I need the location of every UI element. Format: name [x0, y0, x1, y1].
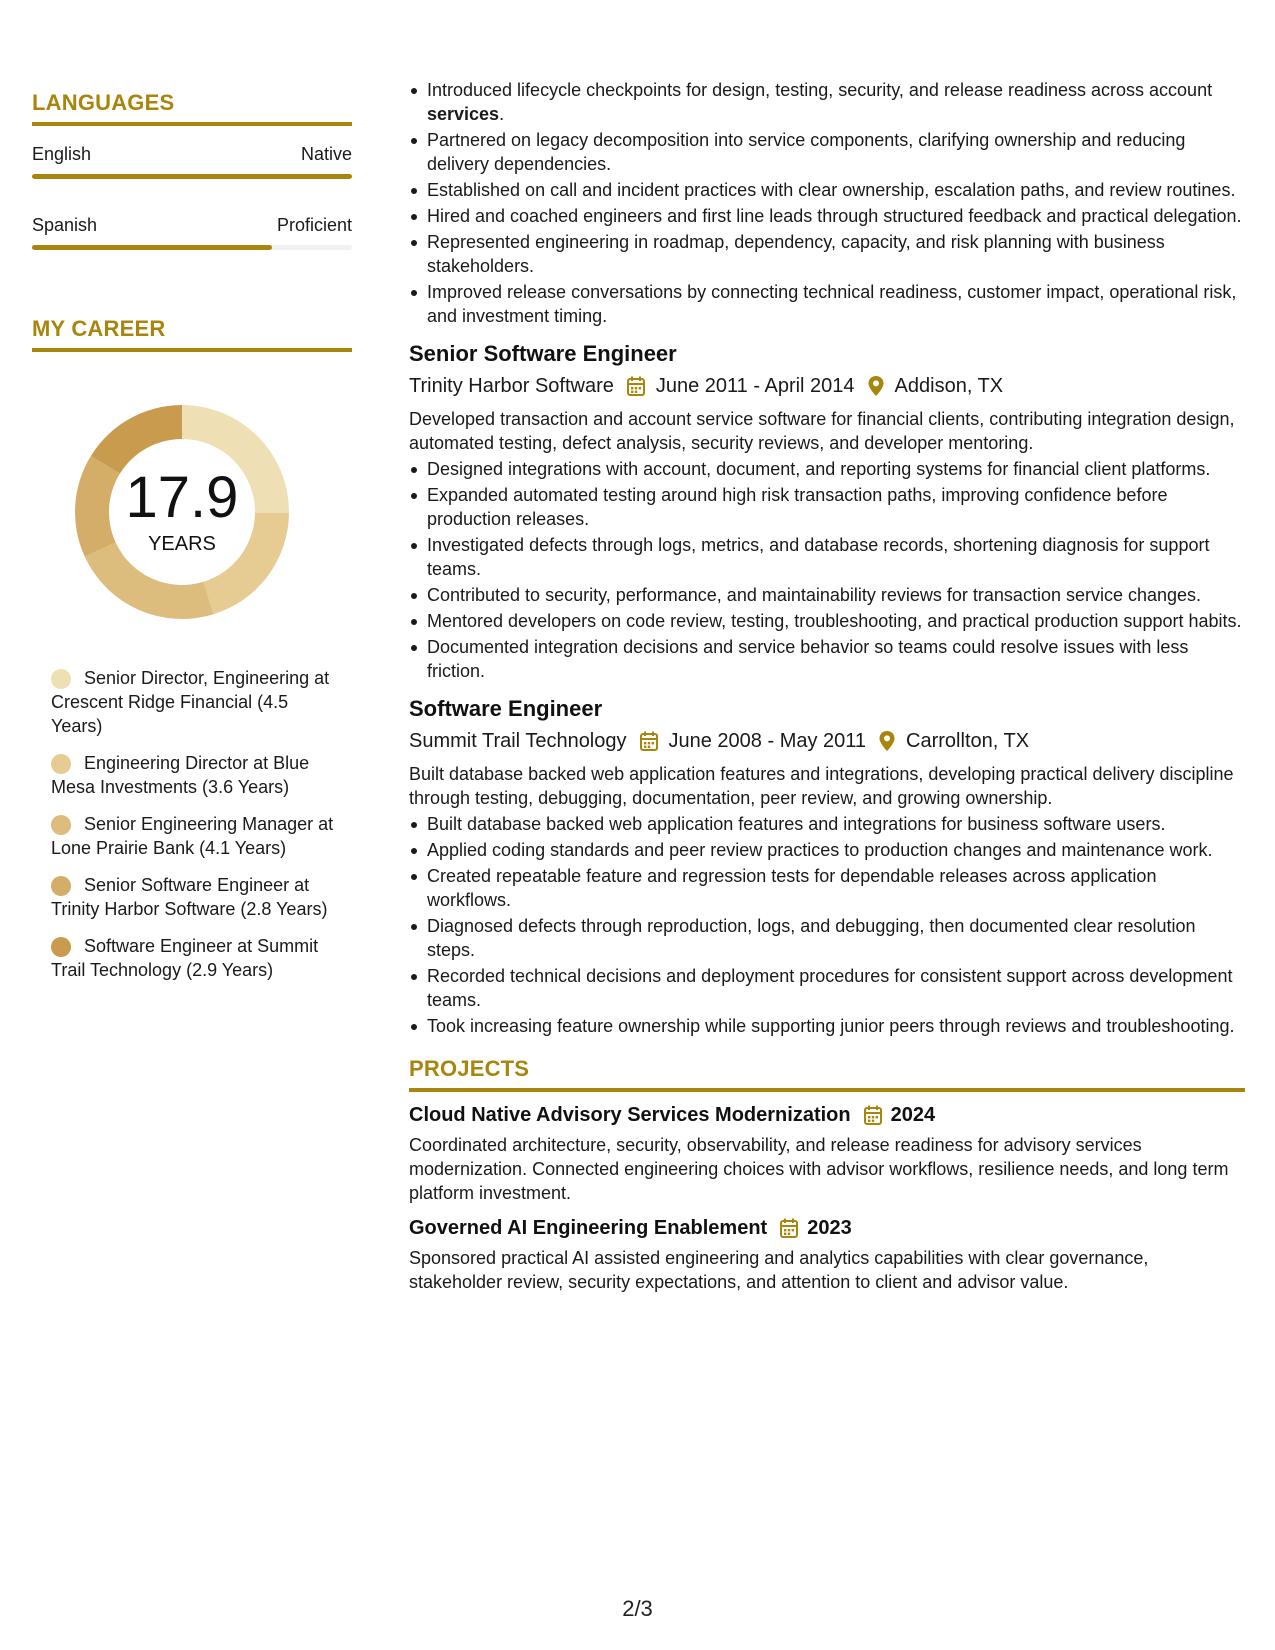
job-meta	[409, 727, 1245, 755]
calendar-icon	[626, 375, 646, 397]
job-location: Addison, TX	[894, 375, 1004, 397]
bullet-text: .	[499, 104, 505, 124]
languages-heading: LANGUAGES	[32, 90, 352, 126]
career-legend-item	[51, 751, 341, 799]
list-item	[409, 78, 1245, 126]
language-level: Native	[300, 144, 352, 164]
bullet-bold-text: services	[427, 104, 500, 124]
list-item: Applied coding standards and peer review practices to production changes and maintenance work.	[409, 838, 1245, 862]
legend-dot-icon	[51, 669, 71, 689]
calendar-icon	[779, 1217, 799, 1239]
list-item: Improved release conversations by connecting technical readiness, customer impact, operational risk, and investment timing.	[409, 280, 1245, 328]
language-name: English	[32, 144, 92, 164]
job-location: Carrollton, TX	[906, 730, 1030, 752]
career-total-years: 17.9	[125, 465, 239, 530]
job-title: Senior Software Engineer	[409, 341, 677, 366]
job-company: Trinity Harbor Software	[409, 375, 614, 397]
list-item: Expanded automated testing around high risk transaction paths, improving confidence before production releases.	[409, 483, 1245, 531]
project-entry	[409, 1102, 1245, 1205]
list-item: Diagnosed defects through reproduction, logs, and debugging, then documented clear resolution steps.	[409, 914, 1245, 962]
map-pin-icon	[878, 730, 896, 752]
job-dates: June 2011 - April 2014	[655, 375, 855, 397]
job-entry	[409, 695, 1245, 1038]
list-item: Designed integrations with account, document, and reporting systems for financial client platforms.	[409, 457, 1245, 481]
language-level-bar	[32, 174, 352, 179]
list-item: Hired and coached engineers and first line leads through structured feedback and practical delegation.	[409, 204, 1245, 228]
career-legend-item	[51, 812, 341, 860]
job-dates: June 2008 - May 2011	[668, 730, 867, 752]
career-legend-label: Software Engineer at Summit Trail Technology (2.9 Years)	[51, 936, 319, 980]
main-content	[409, 78, 1245, 1294]
project-year: 2023	[807, 1217, 852, 1239]
list-item: Partnered on legacy decomposition into service components, clarifying ownership and reducing delivery dependencies.	[409, 128, 1245, 176]
list-item: Documented integration decisions and service behavior so teams could resolve issues with less friction.	[409, 635, 1245, 683]
job-entry	[409, 340, 1245, 683]
language-level: Proficient	[276, 215, 352, 235]
job-description: Developed transaction and account service software for financial clients, contributing integration design, automated testing, defect analysis, security reviews, and developer mentoring.	[409, 409, 1235, 453]
career-legend-label: Senior Director, Engineering at Crescent Ridge Financial (4.5 Years)	[51, 668, 330, 736]
list-item: Mentored developers on code review, testing, troubleshooting, and practical production support habits.	[409, 609, 1245, 633]
list-item: Built database backed web application features and integrations for business software users.	[409, 812, 1245, 836]
calendar-icon	[639, 730, 659, 752]
map-pin-icon	[867, 375, 885, 397]
career-legend-item	[51, 873, 341, 921]
job-bullet-list	[409, 812, 1245, 1038]
project-description: Sponsored practical AI assisted engineering and analytics capabilities with clear governance, stakeholder review, security expectations, and attention to client and advisor value.	[409, 1248, 1149, 1292]
career-total-unit: YEARS	[148, 533, 216, 555]
legend-dot-icon	[51, 876, 71, 896]
page-number: 2/3	[622, 1596, 653, 1621]
legend-dot-icon	[51, 754, 71, 774]
job-bullet-list	[409, 457, 1245, 683]
career-legend-label: Senior Software Engineer at Trinity Harbor Software (2.8 Years)	[51, 875, 328, 919]
career-legend-label: Senior Engineering Manager at Lone Prairie Bank (4.1 Years)	[51, 814, 334, 858]
job-title: Software Engineer	[409, 696, 603, 721]
sidebar	[32, 90, 352, 995]
projects-heading: PROJECTS	[409, 1056, 1245, 1092]
list-item: Established on call and incident practices with clear ownership, escalation paths, and review routines.	[409, 178, 1245, 202]
continued-bullet-list	[409, 78, 1245, 328]
project-year: 2024	[890, 1104, 936, 1126]
list-item: Represented engineering in roadmap, dependency, capacity, and risk planning with business stakeholders.	[409, 230, 1245, 278]
project-title: Cloud Native Advisory Services Modernization	[409, 1104, 851, 1126]
job-company: Summit Trail Technology	[409, 730, 627, 752]
list-item: Recorded technical decisions and deployment procedures for consistent support across development teams.	[409, 964, 1245, 1012]
bullet-text: Introduced lifecycle checkpoints for design, testing, security, and release readiness across account	[427, 80, 1213, 100]
legend-dot-icon	[51, 815, 71, 835]
language-item	[32, 215, 352, 250]
language-level-fill	[32, 174, 352, 179]
list-item: Contributed to security, performance, and maintainability reviews for transaction service changes.	[409, 583, 1245, 607]
list-item: Created repeatable feature and regression tests for dependable releases across application workflows.	[409, 864, 1245, 912]
job-meta	[409, 372, 1245, 400]
career-legend-label: Engineering Director at Blue Mesa Investments (3.6 Years)	[51, 753, 310, 797]
language-name: Spanish	[32, 215, 98, 235]
job-description: Built database backed web application features and integrations, developing practical delivery discipline through testing, debugging, documentation, peer review, and growing ownership.	[409, 764, 1234, 808]
career-donut-chart	[66, 396, 298, 628]
list-item: Took increasing feature ownership while supporting junior peers through reviews and troubleshooting.	[409, 1014, 1245, 1038]
calendar-icon	[863, 1104, 883, 1126]
career-legend-item	[51, 934, 341, 982]
career-legend-item	[51, 666, 341, 738]
career-heading: MY CAREER	[32, 316, 352, 352]
legend-dot-icon	[51, 937, 71, 957]
language-level-fill	[32, 245, 272, 250]
career-legend	[51, 666, 341, 982]
language-level-bar	[32, 245, 352, 250]
project-title: Governed AI Engineering Enablement	[409, 1217, 768, 1239]
list-item: Investigated defects through logs, metrics, and database records, shortening diagnosis for support teams.	[409, 533, 1245, 581]
project-description: Coordinated architecture, security, observability, and release readiness for advisory services modernization. Connected engineering choices with advisor workflows, resilience needs, and long term platform investment.	[409, 1135, 1229, 1203]
project-entry	[409, 1215, 1245, 1294]
language-item	[32, 144, 352, 179]
